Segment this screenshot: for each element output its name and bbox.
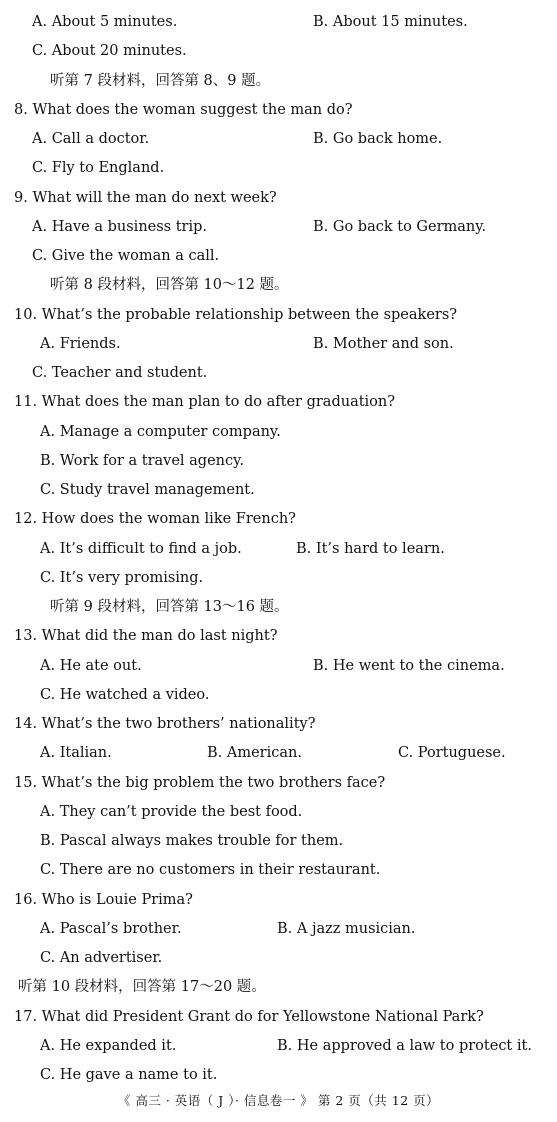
options-row [0,359,557,388]
section-row [0,67,557,96]
question-text: 15. What’s the big problem the two brothers face? [14,774,386,791]
answer-option: B. Work for a travel agency. [40,452,245,469]
answer-option: A. They can’t provide the best food. [40,803,303,820]
question-text: 17. What did President Grant do for Yellowstone National Park? [14,1008,484,1025]
section-row [0,593,557,622]
answer-option: A. Italian. [40,745,112,762]
section-instruction: 听第 9 段材料，回答第 13～16 题。 [50,599,289,615]
page-footer: 《 高三 · 英语（ J ）· 信息卷一 》 第 2 页（共 12 页） [117,1093,440,1108]
question-row [0,184,557,213]
question-text: 8. What does the woman suggest the man do? [14,101,353,118]
options-row [0,476,557,505]
answer-option: C. About 20 minutes. [32,43,187,60]
options-row [0,681,557,710]
question-text: 14. What’s the two brothers’ nationality? [14,716,316,732]
answer-option: A. Friends. [40,335,121,352]
options-row [0,1032,557,1061]
question-text: 10. What’s the probable relationship between the speakers? [14,306,458,323]
options-row [0,798,557,827]
question-row [0,886,557,915]
question-row [0,505,557,534]
answer-option: B. Go back home. [313,131,443,147]
question-row [0,1003,557,1032]
answer-option: C. There are no customers in their restaurant. [40,862,381,879]
options-row [0,564,557,593]
answer-option: A. About 5 minutes. [32,14,178,30]
answer-option: C. Teacher and student. [32,365,208,381]
answer-option: B. He approved a law to protect it. [277,1037,532,1054]
answer-option: A. It’s difficult to find a job. [40,540,242,557]
answer-option: A. Call a doctor. [32,131,150,147]
question-text: 11. What does the man plan to do after graduation? [14,394,396,411]
options-row [0,242,557,271]
question-text: 16. Who is Louie Prima? [14,891,193,908]
options-row [0,652,557,681]
options-row [0,125,557,154]
question-text: 9. What will the man do next week? [14,189,277,206]
section-instruction: 听第 10 段材料，回答第 17～20 题。 [18,979,266,996]
question-row [0,388,557,417]
section-row [0,973,557,1002]
answer-option: B. It’s hard to learn. [296,540,445,557]
answer-option: B. Mother and son. [313,335,454,352]
answer-option: C. Give the woman a call. [32,248,220,264]
answer-option: A. Pascal’s brother. [40,920,182,937]
answer-option: B. He went to the cinema. [313,657,505,674]
section-row [0,271,557,300]
answer-option: C. Fly to England. [32,160,165,177]
options-row [0,213,557,242]
options-row [0,447,557,476]
answer-option: B. American. [207,745,302,762]
options-row [0,154,557,183]
question-row [0,622,557,651]
options-row [0,8,557,37]
answer-option: C. Portuguese. [398,745,506,762]
answer-option: C. It’s very promising. [40,569,204,586]
answer-option: B. A jazz musician. [277,920,416,937]
options-row [0,535,557,564]
answer-option: C. He gave a name to it. [40,1067,218,1083]
answer-option: B. About 15 minutes. [313,14,468,30]
question-row [0,96,557,125]
answer-option: A. Have a business trip. [32,218,208,235]
section-instruction: 听第 7 段材料，回答第 8、9 题。 [50,72,271,89]
options-row [0,915,557,944]
options-row [0,856,557,885]
options-row [0,418,557,447]
answer-option: C. An advertiser. [40,950,163,966]
options-row [0,739,557,768]
question-text: 13. What did the man do last night? [14,628,278,645]
question-row [0,710,557,739]
section-instruction: 听第 8 段材料，回答第 10～12 题。 [50,277,289,294]
options-row [0,330,557,359]
options-row [0,1061,557,1090]
options-row [0,37,557,66]
question-text: 12. How does the woman like French? [14,511,296,528]
answer-option: A. He ate out. [40,657,142,674]
options-row [0,827,557,856]
question-row [0,301,557,330]
answer-option: C. He watched a video. [40,686,210,703]
answer-option: C. Study travel management. [40,482,255,498]
answer-option: A. Manage a computer company. [40,423,281,440]
answer-option: B. Go back to Germany. [313,218,487,235]
options-row [0,944,557,973]
answer-option: B. Pascal always makes trouble for them. [40,833,344,849]
answer-option: A. He expanded it. [40,1037,177,1054]
question-row [0,769,557,798]
